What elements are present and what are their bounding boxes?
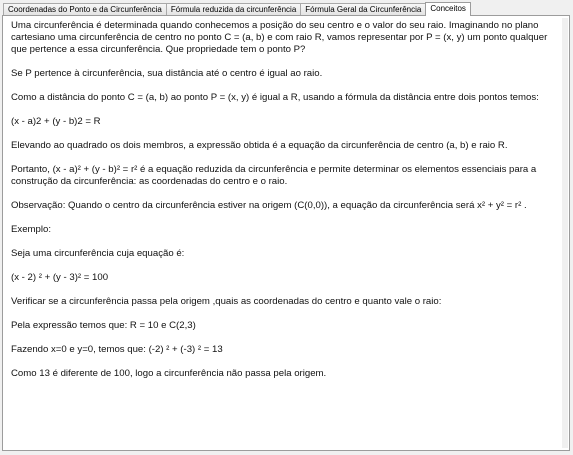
- paragraph-origin-test: Fazendo x=0 e y=0, temos que: (-2) ² + (-3) ² = 13: [11, 344, 223, 355]
- tab-coordenadas[interactable]: Coordenadas do Ponto e da Circunferência: [3, 3, 167, 15]
- tab-conceitos[interactable]: Conceitos: [425, 2, 471, 16]
- example-heading: Exemplo:: [11, 224, 51, 235]
- paragraph-property: Se P pertence à circunferência, sua distância até o centro é igual ao raio.: [11, 68, 323, 79]
- paragraph-example-intro: Seja uma circunferência cuja equação é:: [11, 248, 185, 259]
- concepts-text-area[interactable]: [11, 20, 558, 448]
- paragraph-distance: Como a distância do ponto C = (a, b) ao ponto P = (x, y) é igual a R, usando a fórmula da distância entre dois pontos temos:: [11, 92, 539, 103]
- tab-strip: [3, 2, 470, 15]
- paragraph-squaring: Elevando ao quadrado os dois membros, a expressão obtida é a equação da circunferência de centro (a, b) e raio R.: [11, 140, 508, 151]
- tab-panel: [2, 15, 570, 451]
- paragraph-observation: Observação: Quando o centro da circunferência estiver na origem (C(0,0)), a equação da circunferência será x² + y² = r² .: [11, 200, 527, 211]
- tab-formula-geral[interactable]: Fórmula Geral da Circunferência: [300, 3, 426, 15]
- equation-distance: (x - a)2 + (y - b)2 = R: [11, 116, 101, 127]
- tab-formula-reduzida[interactable]: Fórmula reduzida da circunferência: [166, 3, 301, 15]
- vertical-scrollbar[interactable]: [562, 18, 568, 448]
- paragraph-radius-center: Pela expressão temos que: R = 10 e C(2,3): [11, 320, 196, 331]
- paragraph-intro: Uma circunferência é determinada quando conhecemos a posição do seu centro e o valor do seu raio. Imaginando no plano cartesiano uma circunferência de centro no ponto C = (a, b) e com raio R, vamos representar por P = (x, y) um ponto qualquer que pertence a essa circunferência. Que propriedade tem o ponto P?: [11, 20, 548, 55]
- paragraph-reduced-equation: Portanto, (x - a)² + (y - b)² = r² é a equação reduzida da circunferência e permite determinar os elementos essenciais para a construção da circunferência: as coordenadas do centro e o raio.: [11, 164, 537, 187]
- equation-example: (x - 2) ² + (y - 3)² = 100: [11, 272, 109, 283]
- paragraph-conclusion: Como 13 é diferente de 100, logo a circunferência não passa pela origem.: [11, 368, 327, 379]
- paragraph-verify: Verificar se a circunferência passa pela origem ,quais as coordenadas do centro e quanto vale o raio:: [11, 296, 442, 307]
